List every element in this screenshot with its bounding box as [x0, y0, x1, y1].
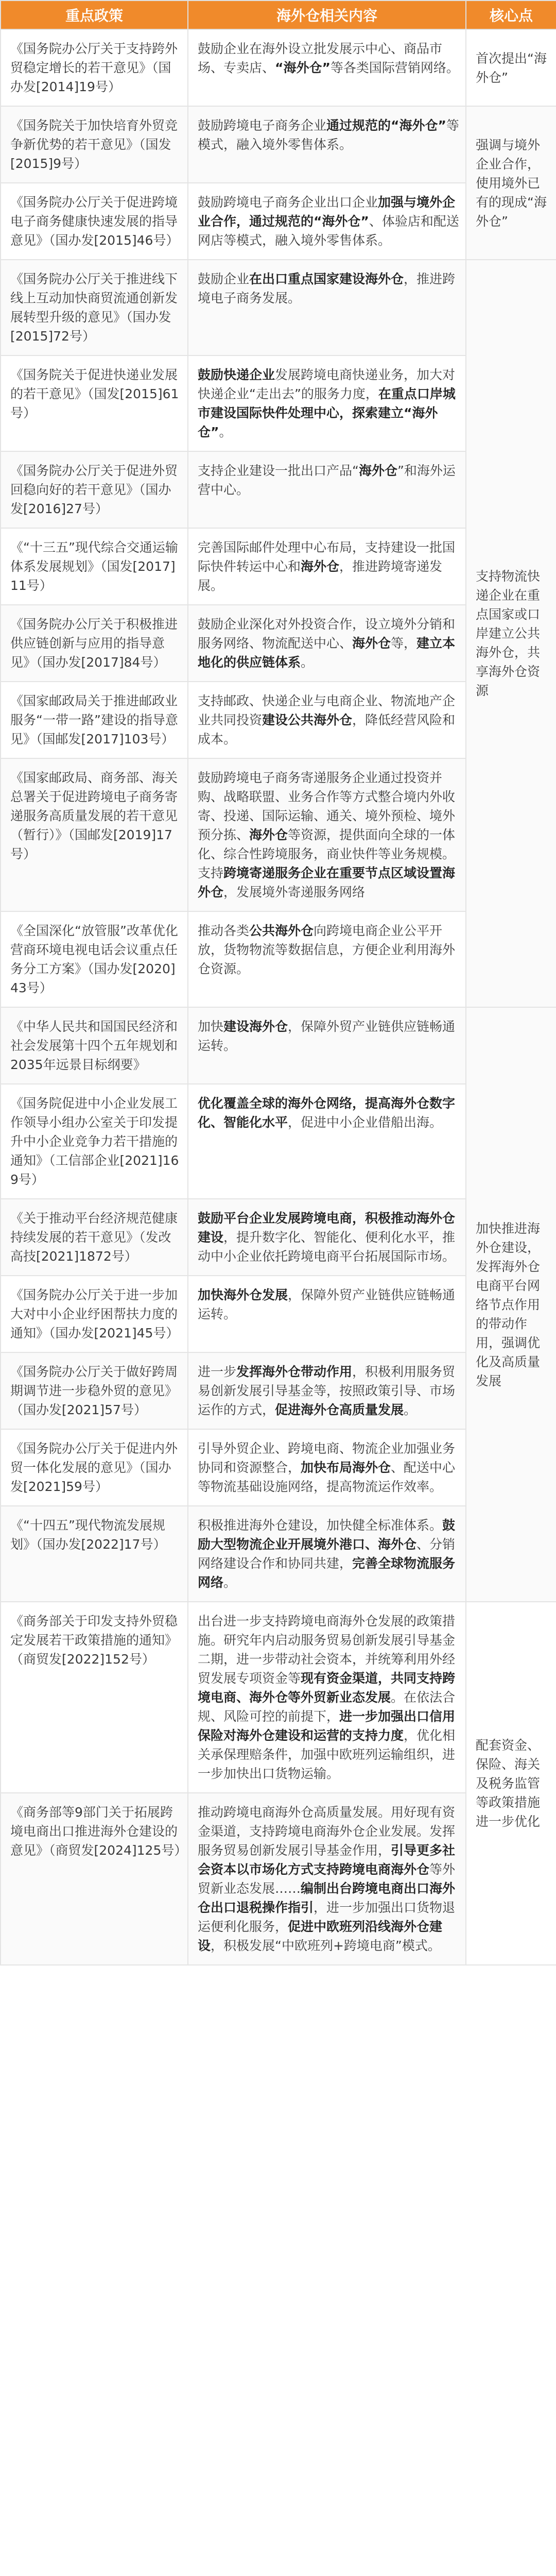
content-text: 等外贸新业态发展……	[198, 1862, 456, 1896]
policy-cell: 《国家邮政局、商务部、海关总署关于促进跨境电子商务寄递服务高质量发展的若干意见（暂行）》（国邮发[2019]17号）	[1, 758, 188, 911]
highlight-text: 通过规范的“海外仓”	[326, 118, 446, 133]
content-text: 鼓励跨境电子商务企业出口企业	[198, 195, 378, 210]
content-text: ，进一步加强出口货物退运便利化服务，	[198, 1900, 456, 1934]
content-text: 。	[404, 1402, 417, 1417]
content-text: 、分销网络建设合作和协同共建，	[198, 1537, 456, 1571]
content-text: 、体验店和配送网店等模式，融入境外零售体系。	[198, 214, 459, 248]
content-text: 。在依法合规、风险可控的前提下，	[198, 1690, 456, 1724]
content-text: 、配送中心等物流基础设施网络，提高物流运作效率。	[198, 1460, 456, 1494]
content-text: 发展跨境电商快递业务，加大对快递企业“走出去”的服务力度，	[198, 367, 456, 401]
content-text: ，推进跨境电子商务发展。	[198, 272, 456, 306]
content-text: 完善国际邮件处理中心布局，支持建设一批国际快件转运中心和	[198, 540, 456, 574]
content-text: ，降低经营风险和成本。	[198, 713, 456, 747]
content-text: ”和海外运营中心。	[198, 463, 456, 497]
content-cell	[188, 29, 466, 106]
header-policy: 重点政策	[1, 1, 188, 29]
content-text: ，积极发展“中欧班列+跨境电商”模式。	[211, 1938, 441, 1953]
content-text: 鼓励跨境电子商务寄递服务企业通过投资并购、战略联盟、业务合作等方式整合境内外收寄、投递、国际运输、通关、境外预检、境外预分拣、	[198, 770, 456, 842]
content-cell	[188, 1199, 466, 1276]
content-cell	[188, 758, 466, 911]
content-cell	[188, 355, 466, 451]
policy-cell: 《“十四五”现代物流发展规划》（国办发[2022]17号）	[1, 1506, 188, 1602]
table-row	[1, 260, 556, 355]
highlight-text: 鼓励快递企业	[198, 367, 275, 382]
highlight-text: 公共海外仓	[249, 923, 314, 938]
highlight-text: 完善全球物流服务网络	[198, 1556, 456, 1590]
content-cell	[188, 1429, 466, 1506]
highlight-text: 引导更多社会资本以市场化方式支持跨境电商海外仓	[198, 1843, 456, 1877]
highlight-text: 建设公共海外仓	[262, 713, 353, 727]
highlight-text: 促进中欧班列沿线海外仓建设	[198, 1919, 443, 1953]
highlight-text: 编制出台跨境电商出口海外仓出口退税操作指引	[198, 1881, 456, 1915]
content-cell	[188, 260, 466, 355]
core-point-cell: 强调与境外企业合作，使用境外已有的现成“海外仓”	[466, 106, 556, 260]
content-text: 等模式，融入境外零售体系。	[198, 118, 459, 152]
policy-cell: 《国务院关于促进快递业发展的若干意见》（国发[2015]61号）	[1, 355, 188, 451]
content-text: ，保障外贸产业链供应链畅通运转。	[198, 1287, 456, 1321]
content-cell	[188, 451, 466, 528]
content-cell	[188, 1084, 466, 1199]
content-text: 。	[219, 425, 232, 439]
table-header-row	[1, 1, 556, 29]
content-cell	[188, 106, 466, 183]
highlight-text: 海外仓	[352, 636, 391, 651]
content-text: 等，	[391, 636, 417, 651]
highlight-text: 建立本地化的供应链体系	[198, 636, 456, 670]
content-text: 加快	[198, 1019, 224, 1034]
content-text: ，促进中小企业借船出海。	[288, 1115, 443, 1130]
table-row	[1, 1007, 556, 1084]
content-cell	[188, 1276, 466, 1352]
highlight-text: 跨境寄递服务企业在重要节点区域设置海外仓	[198, 866, 456, 900]
core-point-cell: 配套资金、保险、海关及税务监管等政策措施进一步优化	[466, 1602, 556, 1965]
policy-cell: 《国务院办公厅关于促进内外贸一体化发展的意见》（国办发[2021]59号）	[1, 1429, 188, 1506]
content-text: 。	[301, 655, 314, 670]
core-point-cell: 支持物流快递企业在重点国家或口岸建立公共海外仓，共享海外仓资源	[466, 260, 556, 1007]
policy-cell: 《国务院办公厅关于积极推进供应链创新与应用的指导意见》（国办发[2017]84号）	[1, 605, 188, 682]
policy-cell: 《“十三五”现代综合交通运输体系发展规划》（国发[2017]11号）	[1, 528, 188, 605]
content-text: 引导外贸企业、跨境电商、物流企业加强业务协同和资源整合，	[198, 1441, 456, 1475]
highlight-text: “海外仓”	[275, 60, 331, 75]
highlight-text: 加快海外仓发展	[198, 1287, 288, 1302]
highlight-text: 进一步加强出口信用保险对海外仓建设和运营的支持力度	[198, 1709, 456, 1743]
content-text: 支持企业建设一批出口产品“	[198, 463, 359, 478]
content-text: 鼓励企业在海外设立批发展示中心、商品市场、专卖店、	[198, 41, 443, 75]
content-text: ，优化相关承保理赔条件，加强中欧班列运输组织，进一步加快出口货物运输。	[198, 1728, 456, 1781]
content-text: 向跨境电商企业公平开放，货物物流等数据信息，方便企业利用海外仓资源。	[198, 923, 456, 976]
highlight-text: 发挥海外仓带动作用	[236, 1364, 353, 1379]
policy-cell: 《关于推动平台经济规范健康持续发展的若干意见》（发改高技[2021]1872号）	[1, 1199, 188, 1276]
content-cell	[188, 605, 466, 682]
table-row	[1, 1602, 556, 1793]
core-point-cell: 加快推进海外仓建设，发挥海外仓电商平台网络节点作用的带动作用，强调优化及高质量发展	[466, 1007, 556, 1602]
highlight-text: 鼓励大型物流企业开展境外港口、海外仓	[198, 1518, 456, 1552]
content-cell	[188, 1602, 466, 1793]
policy-cell: 《国家邮政局关于推进邮政业服务“一带一路”建设的指导意见》（国邮发[2017]103号）	[1, 682, 188, 758]
policy-cell: 《国务院促进中小企业发展工作领导小组办公室关于印发提升中小企业竞争力若干措施的通知》（工信部企业[2021]169号）	[1, 1084, 188, 1199]
content-cell	[188, 1352, 466, 1429]
header-content: 海外仓相关内容	[188, 1, 466, 29]
policy-cell: 《商务部等9部门关于拓展跨境电商出口推进海外仓建设的意见》（商贸发[2024]125号）	[1, 1793, 188, 1965]
content-text: 。	[223, 1575, 237, 1590]
policy-cell: 《国务院办公厅关于促进跨境电子商务健康快速发展的指导意见》（国办发[2015]46号）	[1, 183, 188, 260]
content-cell	[188, 682, 466, 758]
content-text: 推动各类	[198, 923, 250, 938]
highlight-text: 加强与境外企业合作，通过规范的“海外仓”	[198, 195, 456, 229]
content-text: 鼓励企业	[198, 272, 250, 286]
core-point-cell: 首次提出“海外仓”	[466, 29, 556, 106]
table-body	[1, 29, 556, 1965]
content-text: 等资源，提供面向全球的一体化、综合性跨境服务，商业快件等业务规模。支持	[198, 827, 456, 880]
content-text: 鼓励企业深化对外投资合作，设立境外分销和服务网络、物流配送中心、	[198, 617, 456, 651]
content-cell	[188, 911, 466, 1007]
policy-cell: 《国务院办公厅关于支持跨外贸稳定增长的若干意见》（国办发[2014]19号）	[1, 29, 188, 106]
highlight-text: 建设海外仓	[223, 1019, 288, 1034]
content-text: ，保障外贸产业链供应链畅通运转。	[198, 1019, 456, 1053]
highlight-text: 鼓励平台企业发展跨境电商，积极推动海外仓建设	[198, 1211, 456, 1245]
content-text: ，积极利用服务贸易创新发展引导基金等，按照政策引导、市场运作的方式，	[198, 1364, 456, 1417]
content-cell	[188, 1506, 466, 1602]
content-text: 出台进一步支持跨境电商海外仓发展的政策措施。研究年内启动服务贸易创新发展引导基金二期，进一步带动社会资本，并统筹利用外经贸发展专项资金等	[198, 1614, 456, 1686]
content-cell	[188, 183, 466, 260]
policy-cell: 《国务院办公厅关于进一步加大对中小企业纾困帮扶力度的通知》（国办发[2021]45号）	[1, 1276, 188, 1352]
header-core-points: 核心点	[466, 1, 556, 29]
policy-cell: 《全国深化“放管服”改革优化营商环境电视电话会议重点任务分工方案》（国办发[2020]43号）	[1, 911, 188, 1007]
highlight-text: 海外仓	[358, 463, 397, 478]
content-text: 积极推进海外仓建设，加快健全标准体系。	[198, 1518, 443, 1533]
content-cell	[188, 1007, 466, 1084]
content-text: 等各类国际营销网络。	[330, 60, 459, 75]
policy-cell: 《国务院办公厅关于促进外贸回稳向好的若干意见》（国办发[2016]27号）	[1, 451, 188, 528]
highlight-text: 现有资金渠道，共同支持跨境电商、海外仓等外贸新业态发展	[198, 1671, 456, 1705]
table-row	[1, 106, 556, 183]
highlight-text: 在出口重点国家建设海外仓	[249, 272, 404, 286]
policy-cell: 《国务院办公厅关于做好跨周期调节进一步稳外贸的意见》（国办发[2021]57号）	[1, 1352, 188, 1429]
policy-cell: 《国务院办公厅关于推进线下线上互动加快商贸流通创新发展转型升级的意见》（国办发[2015]72号）	[1, 260, 188, 355]
content-text: ，推进跨境寄递发展。	[198, 559, 443, 593]
policy-cell: 《商务部关于印发支持外贸稳定发展若干政策措施的通知》（商贸发[2022]152号）	[1, 1602, 188, 1793]
highlight-text: 促进海外仓高质量发展	[275, 1402, 404, 1417]
content-text: ，发展境外寄递服务网络	[223, 885, 366, 900]
highlight-text: 海外仓	[249, 827, 288, 842]
highlight-text: 加快布局海外仓	[301, 1460, 391, 1475]
highlight-text: 海外仓	[301, 559, 340, 574]
highlight-text: 在重点口岸城市建设国际快件处理中心，探索建立“海外仓”	[198, 386, 456, 439]
content-text: 支持邮政、快递企业与电商企业、物流地产企业共同投资	[198, 693, 456, 727]
content-text: 鼓励跨境电子商务企业	[198, 118, 327, 133]
policy-cell: 《中华人民共和国国民经济和社会发展第十四个五年规划和2035年远景目标纲要》	[1, 1007, 188, 1084]
content-cell	[188, 528, 466, 605]
content-text: ，提升数字化、智能化、便利化水平，推动中小企业依托跨境电商平台拓展国际市场。	[198, 1230, 456, 1264]
table-row	[1, 29, 556, 106]
content-text: 推动跨境电商海外仓高质量发展。用好现有资金渠道，支持跨境电商海外仓企业发展。发挥服务贸易创新发展引导基金作用，	[198, 1805, 456, 1858]
policy-cell: 《国务院关于加快培育外贸竞争新优势的若干意见》（国发[2015]9号）	[1, 106, 188, 183]
highlight-text: 优化覆盖全球的海外仓网络，提高海外仓数字化、智能化水平	[198, 1096, 456, 1130]
content-text: 进一步	[198, 1364, 237, 1379]
content-cell	[188, 1793, 466, 1965]
